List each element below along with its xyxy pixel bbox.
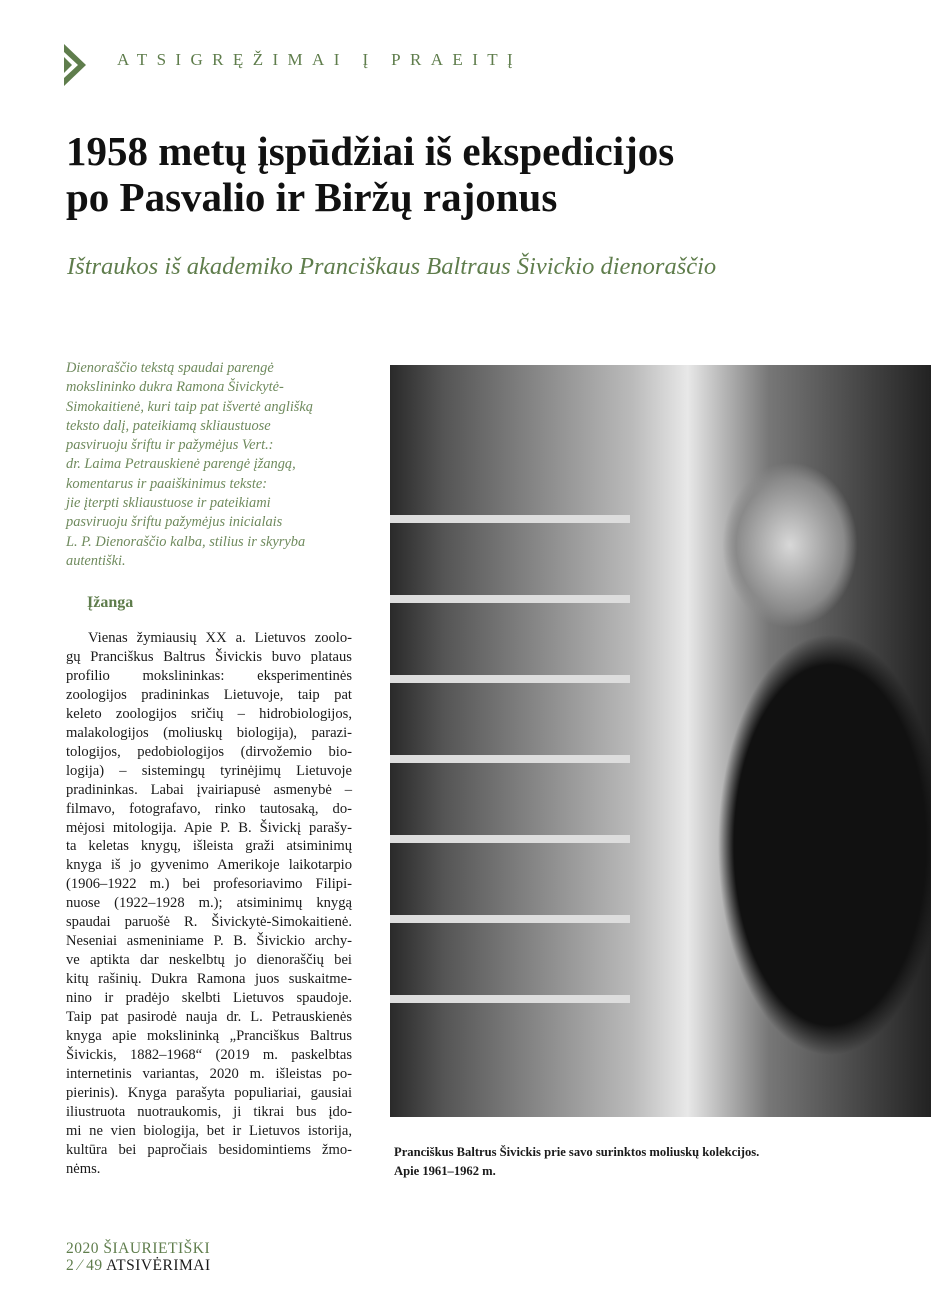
editorial-note <box>66 359 376 571</box>
body-line: spaudai paruošė R. Šivickytė-Simokaitienė. <box>66 914 352 931</box>
body-line: Vienas žymiausių XX a. Lietuvos zoolo- <box>88 630 352 646</box>
body-line: Neseniai asmeniniame P. B. Šivickio archy- <box>66 933 352 950</box>
footer-year: 2020 <box>66 1240 99 1257</box>
body-line: mi ne vien biologija, bet ir Lietuvos istorija, <box>66 1122 352 1139</box>
journal-name-1: ŠIAURIETIŠKI <box>103 1240 211 1257</box>
body-line: pradininkas. Labai įvairiapusė asmenybė – <box>66 781 352 798</box>
page-footer <box>66 1240 211 1274</box>
caption-line: Pranciškus Baltrus Šivickis prie savo surinktos moliuskų kolekcijos. <box>394 1145 760 1159</box>
body-line: knyga apie mokslininką „Pranciškus Baltrus <box>66 1028 352 1045</box>
body-line: nino ir pradėjo skelbti Lietuvos spaudoje. <box>66 990 352 1007</box>
note-line: dr. Laima Petrauskienė parengė įžangą, <box>66 456 296 473</box>
body-line: Taip pat pasirodė nauja dr. L. Petrauskienės <box>66 1009 352 1026</box>
note-line: Dienoraščio tekstą spaudai parengė <box>66 360 274 376</box>
title-line: po Pasvalio ir Biržų rajonus <box>66 174 558 220</box>
article-subtitle: Ištraukos iš akademiko Pranciškaus Baltraus Šivickio dienoraščio <box>67 253 717 280</box>
body-line: logija) – sistemingų tyrinėjimų Lietuvoje <box>66 762 352 779</box>
photo-caption <box>394 1143 759 1181</box>
note-line: jie įterpti skliaustuose ir pateikiami <box>66 495 271 512</box>
title-line: 1958 metų įspūdžiai iš ekspedicijos <box>66 128 675 174</box>
note-line: L. P. Dienoraščio kalba, stilius ir skyryba <box>66 533 306 550</box>
note-line: komentarus ir paaiškinimus tekste: <box>66 475 268 492</box>
body-line: iliustruota nuotraukomis, ji tikrai bus įdo- <box>66 1103 352 1120</box>
footer-issue: 2 ⁄ 49 <box>66 1257 103 1274</box>
body-line: nėms. <box>66 1160 101 1177</box>
note-line: Simokaitienė, kuri taip pat išvertė anglišką <box>66 398 313 415</box>
chevron-logo-icon <box>64 44 88 86</box>
body-line: mėjosi mitologija. Apie P. B. Šivickį parašy- <box>66 819 352 836</box>
note-line: mokslininko dukra Ramona Šivickytė- <box>66 379 284 396</box>
body-line: ta keletas knygų, išleista graži atsiminimų <box>66 838 352 855</box>
body-line: pierinis). Knyga parašyta populiariai, gausiai <box>66 1084 352 1101</box>
article-title <box>66 128 674 220</box>
body-line: zoologijos pradininkas Lietuvoje, taip pat <box>66 686 352 703</box>
caption-line: Apie 1961–1962 m. <box>394 1164 496 1178</box>
body-line: ve aptikta dar neskelbtų jo dienoraščių bei <box>66 952 352 969</box>
body-line: internetinis variantas, 2020 m. išleistas po- <box>66 1065 352 1082</box>
body-line: Šivickis, 1882–1968“ (2019 m. paskelbtas <box>66 1046 352 1063</box>
body-line: gų Pranciškus Baltrus Šivickis buvo plataus <box>66 648 352 665</box>
body-line: filmavo, fotografavo, rinko tautosaką, do- <box>66 800 352 817</box>
body-line: malakologijos (moliuskų biologija), parazi- <box>66 724 352 741</box>
body-line: kitų rašinių. Dukra Ramona juos suskaitme- <box>66 971 352 988</box>
body-line: nuose (1922–1928 m.); atsiminimų knygą <box>66 895 352 912</box>
section-label: ATSIGRĘŽIMAI Į PRAEITĮ <box>117 50 523 69</box>
journal-name-2: ATSIVĖRIMAI <box>106 1257 211 1274</box>
note-line: pasviruoju šriftu ir pažymėjus Vert.: <box>66 437 274 454</box>
body-line: knyga iš jo gyvenimo Amerikoje laikotarpio <box>66 857 352 874</box>
note-line: teksto dalį, pateikiamą skliaustuose <box>66 417 271 434</box>
body-line: profilio mokslininkas: eksperimentinės <box>66 667 352 684</box>
body-line: tologijos, pedobiologijos (dirvožemio bio- <box>66 743 352 760</box>
note-line: pasviruoju šriftu pažymėjus inicialais <box>66 514 283 531</box>
note-line: autentiški. <box>66 552 126 569</box>
section-heading: Įžanga <box>87 594 134 611</box>
body-line: keleto zoologijos sričių – hidrobiologijos, <box>66 705 352 722</box>
photo-sivickis-mollusk-collection <box>390 365 931 1117</box>
body-line: kultūra bei papročiais besidomintiems žmo- <box>66 1141 352 1158</box>
body-text <box>66 629 352 1179</box>
body-line: (1906–1922 m.) bei profesoriavimo Filipi- <box>66 876 352 893</box>
